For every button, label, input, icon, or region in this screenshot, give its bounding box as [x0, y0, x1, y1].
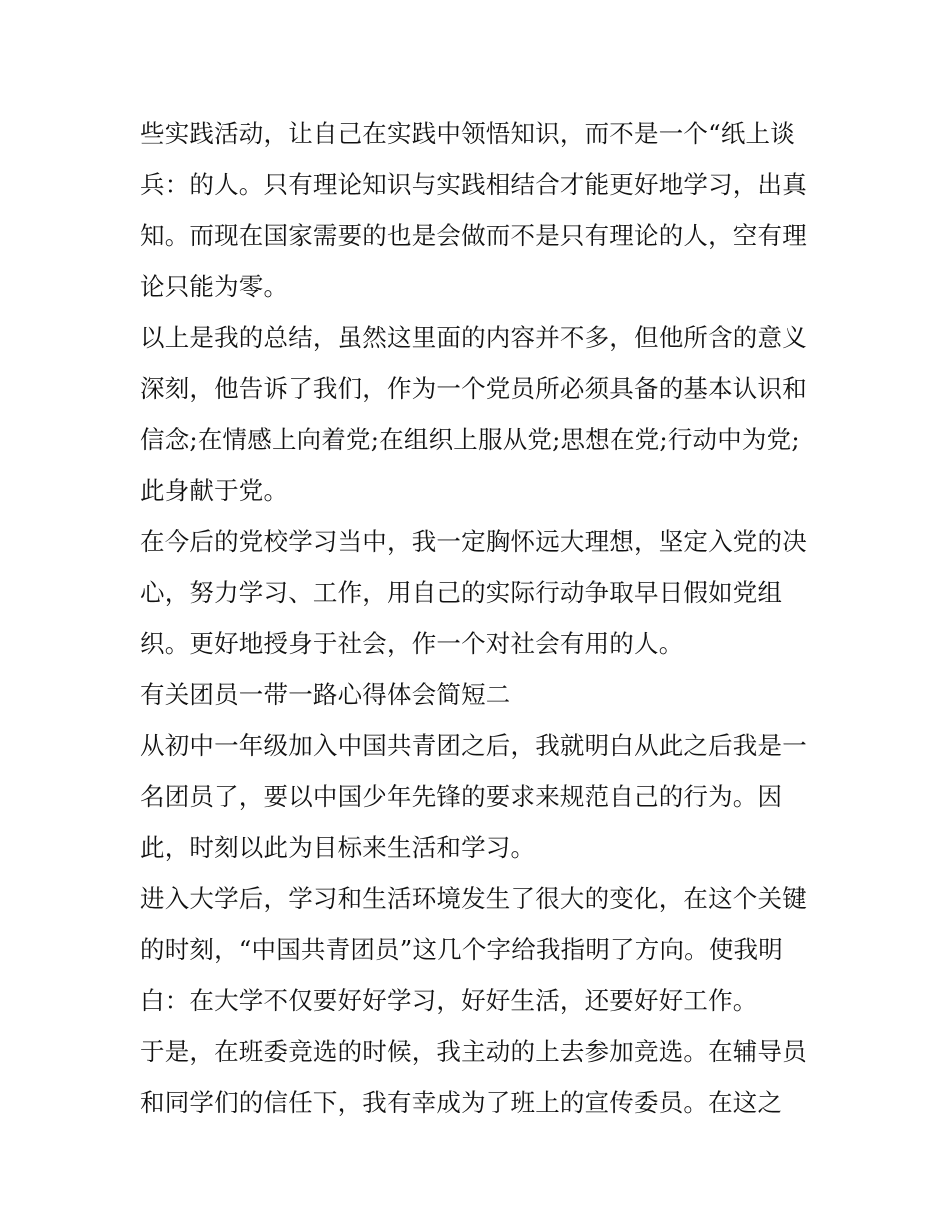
text-line: 心，努力学习、工作，用自己的实际行动争取早日假如党组: [140, 578, 783, 607]
text-line: 此身献于党。: [140, 476, 289, 505]
document-body: [140, 108, 812, 1128]
text-line: 信念;在情感上向着党;在组织上服从党;思想在党;行动中为党;: [140, 425, 800, 454]
section-heading: 有关团员一带一路心得体会简短二: [140, 680, 511, 709]
text-line: 以上是我的总结，虽然这里面的内容并不多，但他所含的意义: [140, 323, 807, 352]
text-line: 从初中一年级加入中国共青团之后，我就明白从此之后我是一: [140, 731, 807, 760]
text-line: 于是，在班委竞选的时候，我主动的上去参加竞选。在辅导员: [140, 1037, 807, 1066]
text-line: 些实践活动，让自己在实践中领悟知识，而不是一个“纸上谈: [140, 119, 795, 148]
text-line: 进入大学后，学习和生活环境发生了很大的变化，在这个关键: [140, 884, 807, 913]
text-line: 兵：的人。只有理论知识与实践相结合才能更好地学习，出真: [140, 170, 807, 199]
text-line: 论只能为零。: [140, 272, 289, 301]
text-line: 的时刻，“中国共青团员”这几个字给我指明了方向。使我明: [140, 935, 783, 964]
text-line: 白：在大学不仅要好好学习，好好生活，还要好好工作。: [140, 986, 758, 1015]
text-line: 此，时刻以此为目标来生活和学习。: [140, 833, 536, 862]
text-line: 知。而现在国家需要的也是会做而不是只有理论的人，空有理: [140, 221, 807, 250]
text-line: 名团员了，要以中国少年先锋的要求来规范自己的行为。因: [140, 782, 783, 811]
text-line: 织。更好地授身于社会，作一个对社会有用的人。: [140, 629, 684, 658]
text-line: 在今后的党校学习当中，我一定胸怀远大理想，坚定入党的决: [140, 527, 807, 556]
text-line: 和同学们的信任下，我有幸成为了班上的宣传委员。在这之: [140, 1088, 783, 1117]
text-line: 深刻，他告诉了我们，作为一个党员所必须具备的基本认识和: [140, 374, 807, 403]
